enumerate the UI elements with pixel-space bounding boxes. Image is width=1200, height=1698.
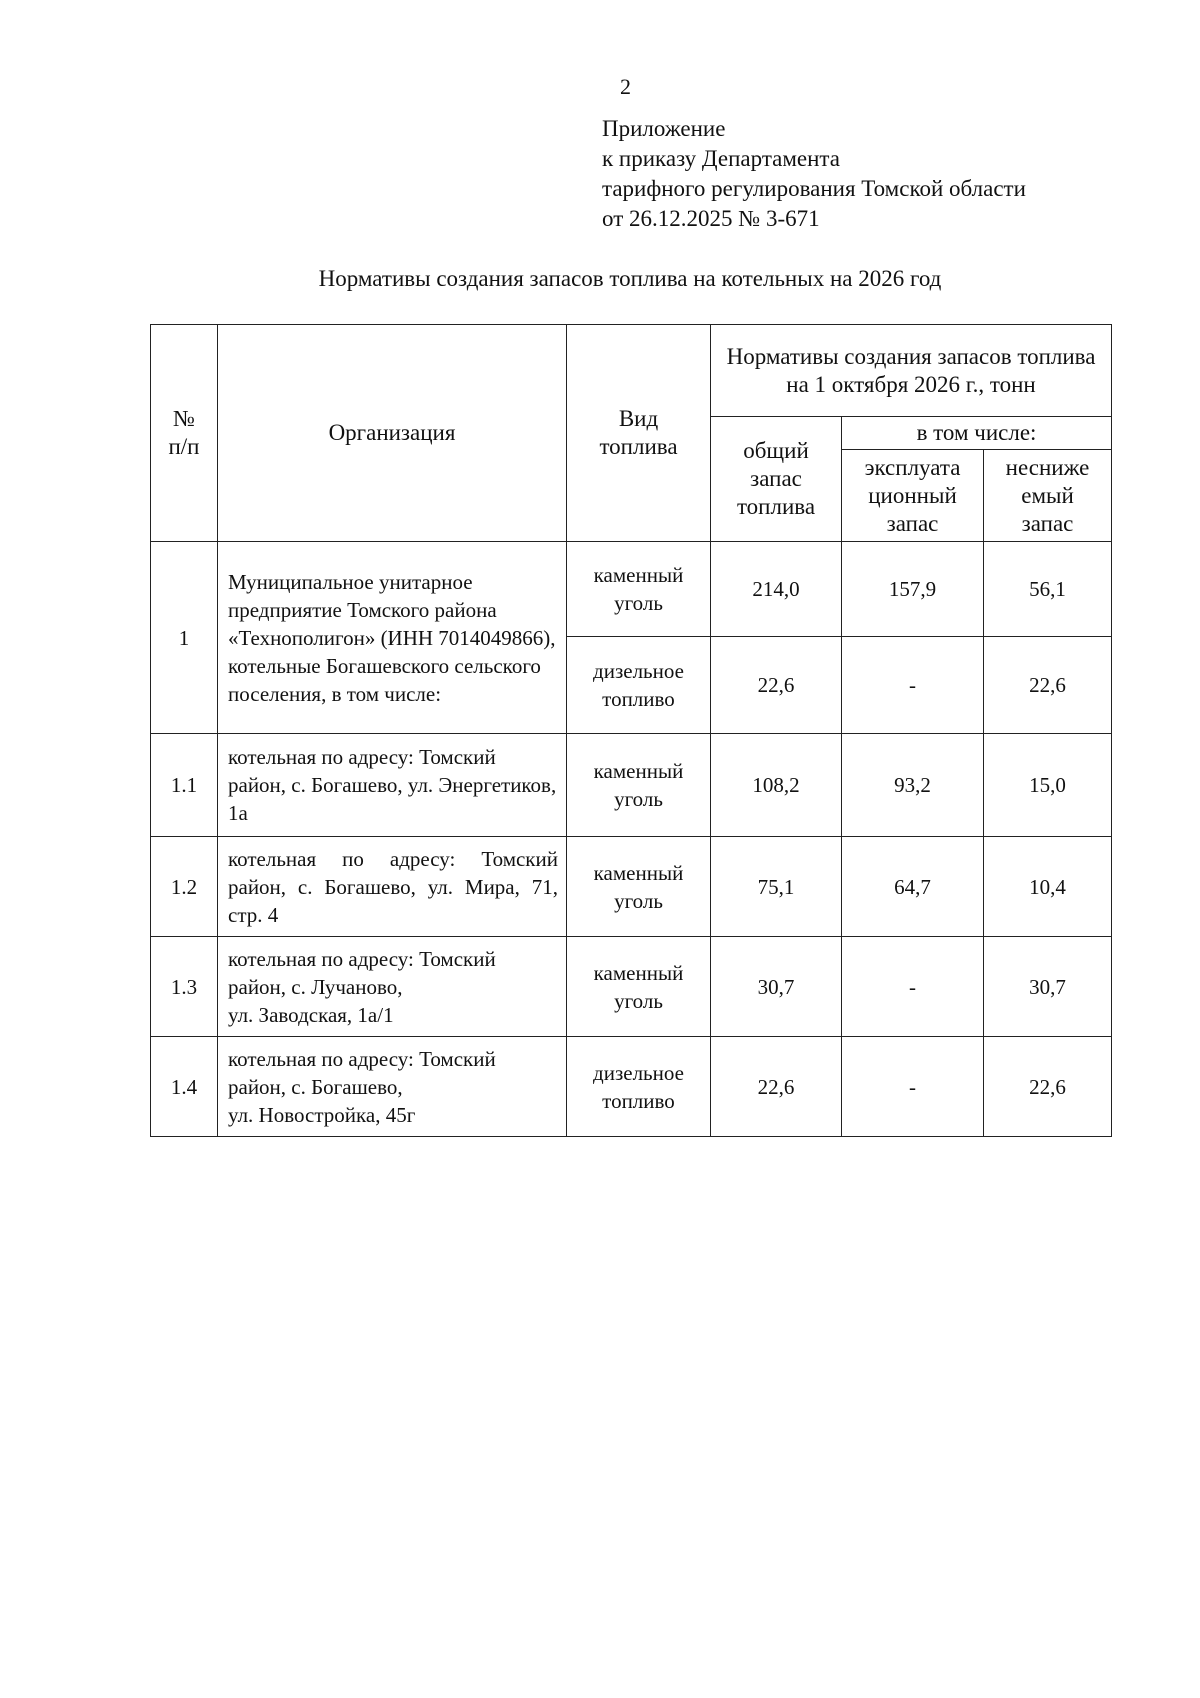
- row-total: 30,7: [711, 937, 842, 1037]
- annex-line-2: к приказу Департамента: [602, 146, 840, 171]
- row-nonreducible: 22,6: [984, 1037, 1112, 1137]
- row-organization: котельная по адресу: Томский район, с. Богашево, ул. Энергетиков, 1а: [218, 734, 567, 837]
- row-operational: 157,9: [842, 542, 984, 637]
- row-organization: котельная по адресу: Томский район, с. Богашево, ул. Новостройка, 45г: [218, 1037, 567, 1137]
- row-nonreducible: 10,4: [984, 837, 1112, 937]
- row-fuel: каменный уголь: [567, 937, 711, 1037]
- row-total: 75,1: [711, 837, 842, 937]
- table-row: [151, 1037, 1112, 1137]
- header-total: общий запас топлива: [711, 417, 842, 542]
- row-number: 1: [151, 542, 218, 734]
- row-operational: -: [842, 637, 984, 734]
- row-fuel: дизельное топливо: [567, 1037, 711, 1137]
- row-organization: котельная по адресу: Томский район, с. Лучаново, ул. Заводская, 1а/1: [218, 937, 567, 1037]
- document-title: Нормативы создания запасов топлива на котельных на 2026 год: [318, 266, 942, 291]
- table-row: [151, 837, 1112, 937]
- header-nonreducible: несниже емый запас: [984, 450, 1112, 542]
- row-operational: 93,2: [842, 734, 984, 837]
- row-operational: 64,7: [842, 837, 984, 937]
- annex-line-4: от 26.12.2025 № 3-671: [602, 206, 820, 231]
- row-fuel: дизельное топливо: [567, 637, 711, 734]
- fuel-norms-table: [150, 324, 1112, 1137]
- row-fuel: каменный уголь: [567, 542, 711, 637]
- table-row: [151, 937, 1112, 1037]
- row-organization: котельная по адресу: Томский район, с. Богашево, ул. Мира, 71, стр. 4: [218, 837, 567, 937]
- row-total: 214,0: [711, 542, 842, 637]
- header-fuel-type: Вид топлива: [567, 325, 711, 542]
- table-row: [151, 542, 1112, 637]
- row-number: 1.3: [151, 937, 218, 1037]
- row-nonreducible: 30,7: [984, 937, 1112, 1037]
- table-row: [151, 734, 1112, 837]
- row-total: 108,2: [711, 734, 842, 837]
- row-nonreducible: 22,6: [984, 637, 1112, 734]
- row-nonreducible: 15,0: [984, 734, 1112, 837]
- row-total: 22,6: [711, 637, 842, 734]
- header-norms: Нормативы создания запасов топлива на 1 октября 2026 г., тонн: [711, 325, 1112, 417]
- row-number: 1.2: [151, 837, 218, 937]
- row-organization: Муниципальное унитарное предприятие Томского района «Технополигон» (ИНН 7014049866), котельные Богашевского сельского поселения, в том числе:: [218, 542, 567, 734]
- header-including: в том числе:: [842, 417, 1112, 450]
- row-operational: -: [842, 1037, 984, 1137]
- header-organization: Организация: [218, 325, 567, 542]
- row-number: 1.4: [151, 1037, 218, 1137]
- row-operational: -: [842, 937, 984, 1037]
- annex-line-1: Приложение: [602, 116, 726, 141]
- row-fuel: каменный уголь: [567, 837, 711, 937]
- annex-block: [602, 114, 1026, 234]
- header-operational: эксплуата ционный запас: [842, 450, 984, 542]
- header-number: № п/п: [151, 325, 218, 542]
- row-total: 22,6: [711, 1037, 842, 1137]
- row-nonreducible: 56,1: [984, 542, 1112, 637]
- row-number: 1.1: [151, 734, 218, 837]
- annex-line-3: тарифного регулирования Томской области: [602, 176, 1026, 201]
- row-fuel: каменный уголь: [567, 734, 711, 837]
- page-number: 2: [620, 74, 631, 99]
